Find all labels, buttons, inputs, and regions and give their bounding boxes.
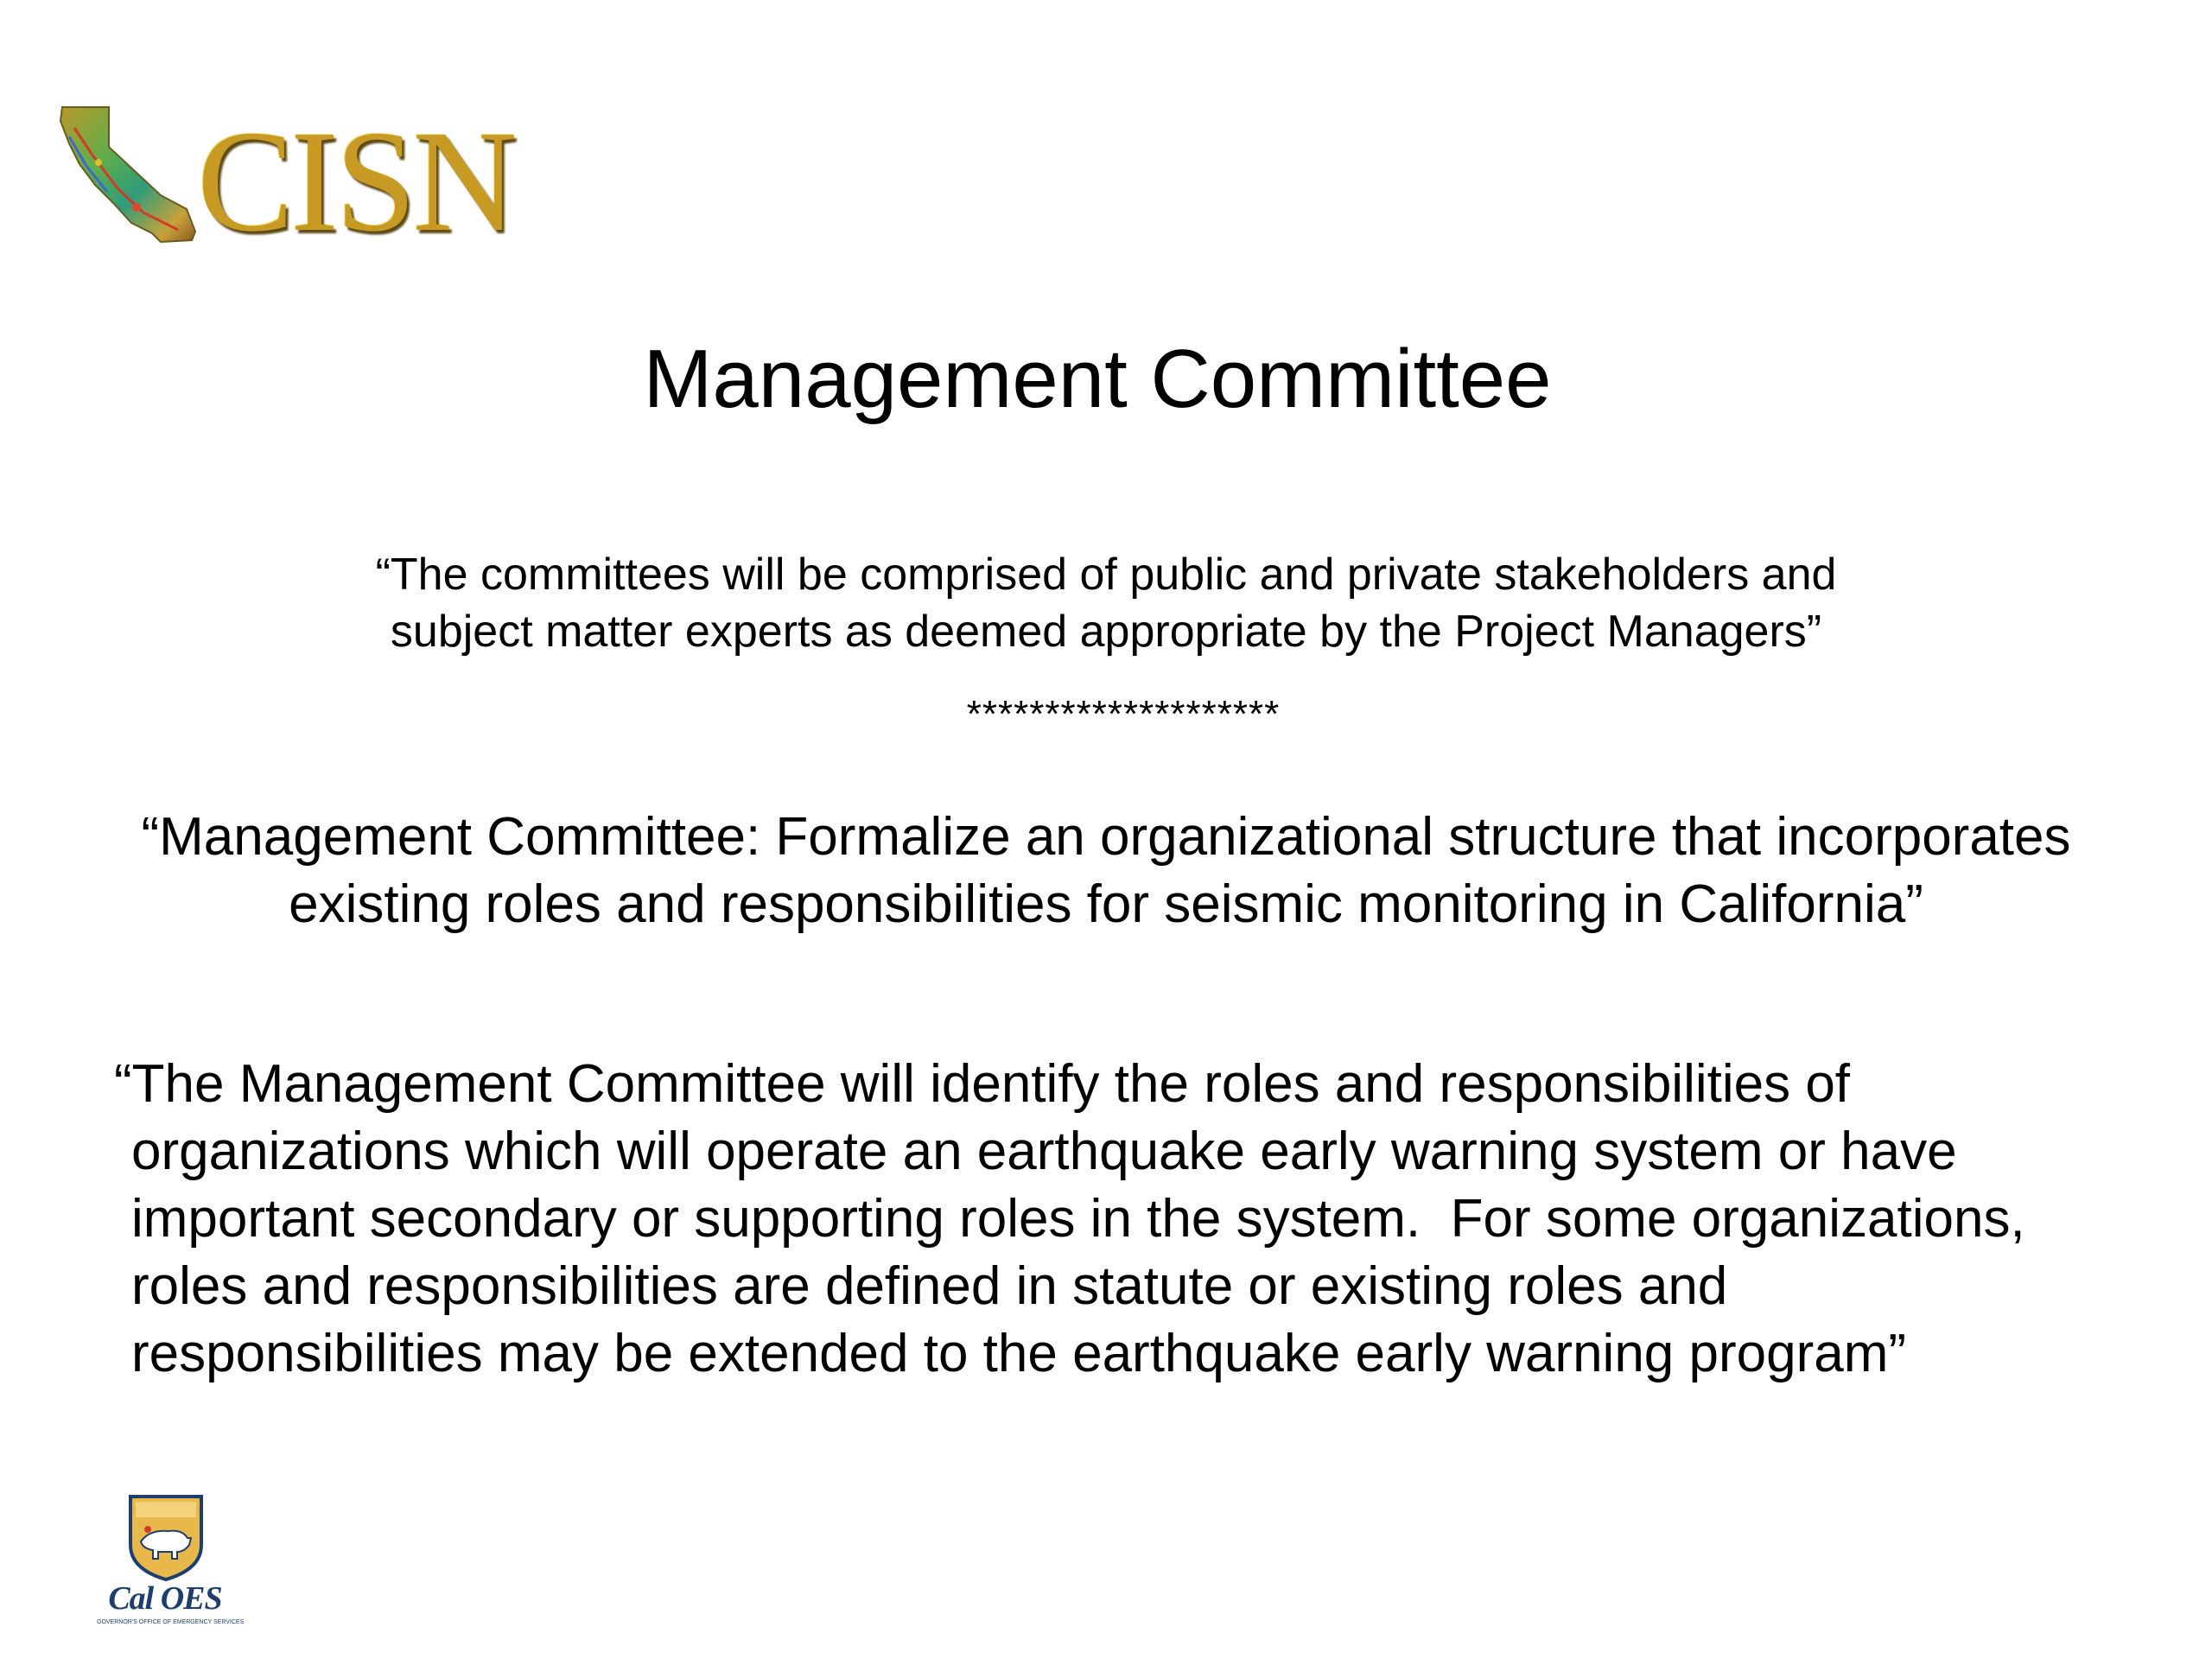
definition-quote-line-1: “Management Committee: Formalize an organizational structure that incorporates (141, 807, 2071, 867)
cal-oes-logo-text: Cal OES (108, 1580, 222, 1617)
asterisk-divider: ******************** (966, 693, 1281, 735)
roles-quote-line-1: “The Management Committee will identify the roles and responsibilities of (114, 1054, 1851, 1114)
roles-responsibilities-quote (114, 1051, 2171, 1388)
california-map-icon (57, 102, 204, 249)
roles-quote-line-5: responsibilities may be extended to the earthquake early warning program” (131, 1324, 1907, 1383)
definition-quote-line-2: existing roles and responsibilities for seismic monitoring in California” (289, 874, 1923, 934)
roles-quote-line-4: roles and responsibilities are defined in statute or existing roles and (131, 1256, 1728, 1316)
cisn-logo-text: CISN (197, 101, 514, 262)
committees-quote-line-1: “The committees will be comprised of public and private stakeholders and (375, 550, 1837, 600)
cal-oes-logo (97, 1491, 245, 1638)
committees-quote (328, 546, 1884, 660)
cal-oes-logo-subtitle: GOVERNOR'S OFFICE OF EMERGENCY SERVICES (97, 1619, 245, 1625)
cisn-logo (57, 101, 514, 262)
slide-title: Management Committee (643, 333, 1552, 425)
roles-quote-line-2: organizations which will operate an earthquake early warning system or have (131, 1122, 1957, 1181)
committees-quote-line-2: subject matter experts as deemed appropriate by the Project Managers” (390, 607, 1822, 657)
bear-shield-icon (98, 1491, 234, 1581)
roles-quote-line-3: important secondary or supporting roles in the system. For some organizations, (131, 1189, 2025, 1249)
management-committee-definition-quote (69, 804, 2143, 938)
